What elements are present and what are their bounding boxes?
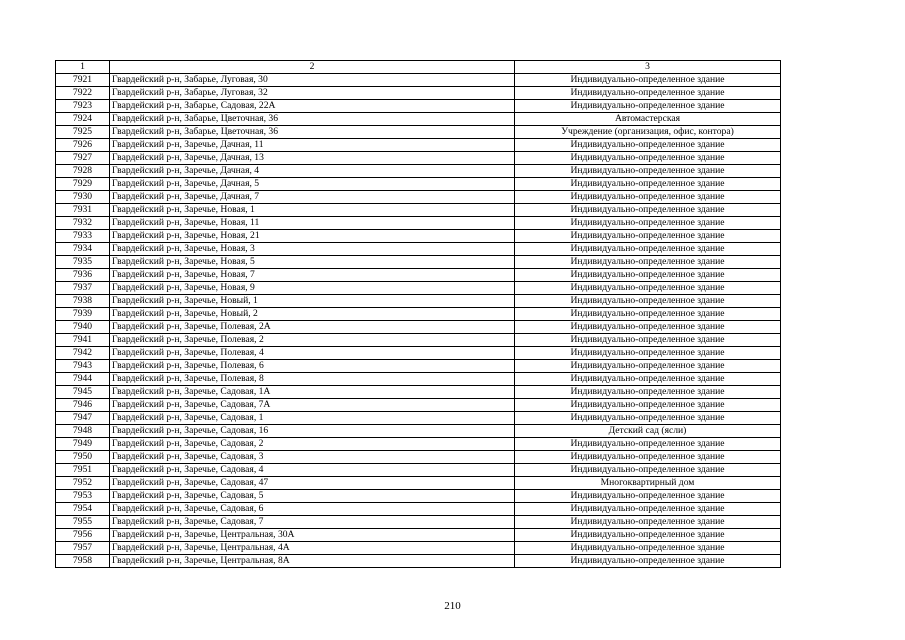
object-type-cell: Индивидуально-определенное здание [515,373,781,386]
table-body [56,74,781,568]
address-cell: Гвардейский р-н, Заречье, Садовая, 2 [110,438,515,451]
object-type-cell: Индивидуально-определенное здание [515,295,781,308]
row-number-cell: 7946 [56,399,110,412]
address-cell: Гвардейский р-н, Забарье, Цветочная, 36 [110,126,515,139]
address-cell: Гвардейский р-н, Заречье, Садовая, 1 [110,412,515,425]
table-row [56,464,781,477]
header-column-1: 1 [56,61,110,74]
row-number-cell: 7949 [56,438,110,451]
object-type-cell: Учреждение (организация, офис, контора) [515,126,781,139]
address-cell: Гвардейский р-н, Заречье, Полевая, 6 [110,360,515,373]
table-row [56,399,781,412]
table-row [56,347,781,360]
table-row [56,555,781,568]
object-type-cell: Индивидуально-определенное здание [515,334,781,347]
address-cell: Гвардейский р-н, Заречье, Садовая, 7 [110,516,515,529]
address-cell: Гвардейский р-н, Заречье, Дачная, 5 [110,178,515,191]
table-row [56,490,781,503]
object-type-cell: Индивидуально-определенное здание [515,438,781,451]
row-number-cell: 7921 [56,74,110,87]
address-cell: Гвардейский р-н, Заречье, Новая, 5 [110,256,515,269]
row-number-cell: 7932 [56,217,110,230]
address-cell: Гвардейский р-н, Заречье, Новая, 11 [110,217,515,230]
address-cell: Гвардейский р-н, Заречье, Садовая, 16 [110,425,515,438]
row-number-cell: 7941 [56,334,110,347]
table-row [56,152,781,165]
table-row [56,425,781,438]
table-row [56,165,781,178]
address-cell: Гвардейский р-н, Заречье, Дачная, 13 [110,152,515,165]
address-cell: Гвардейский р-н, Заречье, Новый, 2 [110,308,515,321]
table-row [56,126,781,139]
page-number: 210 [444,600,461,612]
object-type-cell: Индивидуально-определенное здание [515,542,781,555]
table-row [56,269,781,282]
row-number-cell: 7937 [56,282,110,295]
row-number-cell: 7957 [56,542,110,555]
address-cell: Гвардейский р-н, Заречье, Новая, 21 [110,230,515,243]
table-header [56,61,781,74]
row-number-cell: 7935 [56,256,110,269]
table-row [56,295,781,308]
table-row [56,334,781,347]
address-cell: Гвардейский р-н, Заречье, Полевая, 4 [110,347,515,360]
table-row [56,74,781,87]
object-type-cell: Индивидуально-определенное здание [515,360,781,373]
address-cell: Гвардейский р-н, Заречье, Центральная, 30А [110,529,515,542]
row-number-cell: 7927 [56,152,110,165]
object-type-cell: Индивидуально-определенное здание [515,87,781,100]
address-cell: Гвардейский р-н, Заречье, Полевая, 2 [110,334,515,347]
object-type-cell: Индивидуально-определенное здание [515,217,781,230]
object-type-cell: Индивидуально-определенное здание [515,347,781,360]
table-row [56,477,781,490]
object-type-cell: Индивидуально-определенное здание [515,178,781,191]
object-type-cell: Автомастерская [515,113,781,126]
row-number-cell: 7938 [56,295,110,308]
table-row [56,230,781,243]
row-number-cell: 7942 [56,347,110,360]
row-number-cell: 7952 [56,477,110,490]
object-type-cell: Индивидуально-определенное здание [515,152,781,165]
address-cell: Гвардейский р-н, Забарье, Цветочная, 36 [110,113,515,126]
row-number-cell: 7922 [56,87,110,100]
table-row [56,542,781,555]
object-type-cell: Детский сад (ясли) [515,425,781,438]
object-type-cell: Индивидуально-определенное здание [515,555,781,568]
table-row [56,386,781,399]
row-number-cell: 7947 [56,412,110,425]
row-number-cell: 7944 [56,373,110,386]
address-cell: Гвардейский р-н, Забарье, Садовая, 22А [110,100,515,113]
address-cell: Гвардейский р-н, Заречье, Полевая, 8 [110,373,515,386]
row-number-cell: 7925 [56,126,110,139]
row-number-cell: 7926 [56,139,110,152]
address-cell: Гвардейский р-н, Заречье, Садовая, 47 [110,477,515,490]
table-row [56,529,781,542]
object-type-cell: Индивидуально-определенное здание [515,321,781,334]
object-type-cell: Индивидуально-определенное здание [515,464,781,477]
table-row [56,243,781,256]
address-cell: Гвардейский р-н, Заречье, Садовая, 3 [110,451,515,464]
address-cell: Гвардейский р-н, Заречье, Садовая, 6 [110,503,515,516]
table-row [56,100,781,113]
table-row [56,217,781,230]
header-column-2: 2 [110,61,515,74]
address-cell: Гвардейский р-н, Заречье, Новая, 9 [110,282,515,295]
object-type-cell: Индивидуально-определенное здание [515,243,781,256]
address-cell: Гвардейский р-н, Заречье, Дачная, 7 [110,191,515,204]
object-type-cell: Индивидуально-определенное здание [515,191,781,204]
address-cell: Гвардейский р-н, Заречье, Дачная, 11 [110,139,515,152]
table-row [56,516,781,529]
object-type-cell: Индивидуально-определенное здание [515,386,781,399]
row-number-cell: 7953 [56,490,110,503]
address-cell: Гвардейский р-н, Забарье, Луговая, 30 [110,74,515,87]
table-row [56,438,781,451]
row-number-cell: 7940 [56,321,110,334]
table-row [56,360,781,373]
row-number-cell: 7954 [56,503,110,516]
table-row [56,113,781,126]
row-number-cell: 7930 [56,191,110,204]
row-number-cell: 7936 [56,269,110,282]
address-cell: Гвардейский р-н, Заречье, Садовая, 4 [110,464,515,477]
object-type-cell: Индивидуально-определенное здание [515,256,781,269]
table-row [56,282,781,295]
address-cell: Гвардейский р-н, Заречье, Центральная, 4А [110,542,515,555]
table-row [56,191,781,204]
object-type-cell: Индивидуально-определенное здание [515,269,781,282]
row-number-cell: 7945 [56,386,110,399]
row-number-cell: 7934 [56,243,110,256]
address-cell: Гвардейский р-н, Заречье, Новый, 1 [110,295,515,308]
row-number-cell: 7923 [56,100,110,113]
object-type-cell: Индивидуально-определенное здание [515,204,781,217]
object-type-cell: Индивидуально-определенное здание [515,490,781,503]
address-cell: Гвардейский р-н, Заречье, Дачная, 4 [110,165,515,178]
table-row [56,451,781,464]
address-cell: Гвардейский р-н, Заречье, Новая, 3 [110,243,515,256]
address-cell: Гвардейский р-н, Заречье, Садовая, 5 [110,490,515,503]
object-type-cell: Индивидуально-определенное здание [515,451,781,464]
row-number-cell: 7928 [56,165,110,178]
object-type-cell: Индивидуально-определенное здание [515,74,781,87]
address-cell: Гвардейский р-н, Заречье, Садовая, 7А [110,399,515,412]
address-cell: Гвардейский р-н, Заречье, Центральная, 8А [110,555,515,568]
object-type-cell: Индивидуально-определенное здание [515,308,781,321]
table-row [56,321,781,334]
address-cell: Гвардейский р-н, Заречье, Новая, 7 [110,269,515,282]
table-row [56,503,781,516]
object-type-cell: Индивидуально-определенное здание [515,230,781,243]
row-number-cell: 7943 [56,360,110,373]
row-number-cell: 7933 [56,230,110,243]
object-type-cell: Индивидуально-определенное здание [515,100,781,113]
row-number-cell: 7929 [56,178,110,191]
row-number-cell: 7951 [56,464,110,477]
table-row [56,139,781,152]
header-row [56,61,781,74]
row-number-cell: 7958 [56,555,110,568]
object-type-cell: Многоквартирный дом [515,477,781,490]
table-row [56,204,781,217]
address-cell: Гвардейский р-н, Заречье, Полевая, 2А [110,321,515,334]
row-number-cell: 7950 [56,451,110,464]
row-number-cell: 7924 [56,113,110,126]
table-row [56,412,781,425]
object-type-cell: Индивидуально-определенное здание [515,282,781,295]
table-row [56,308,781,321]
object-type-cell: Индивидуально-определенное здание [515,503,781,516]
row-number-cell: 7939 [56,308,110,321]
object-type-cell: Индивидуально-определенное здание [515,165,781,178]
row-number-cell: 7931 [56,204,110,217]
table-row [56,373,781,386]
object-type-cell: Индивидуально-определенное здание [515,399,781,412]
registry-table [55,60,781,568]
address-cell: Гвардейский р-н, Заречье, Новая, 1 [110,204,515,217]
row-number-cell: 7956 [56,529,110,542]
object-type-cell: Индивидуально-определенное здание [515,412,781,425]
header-column-3: 3 [515,61,781,74]
row-number-cell: 7948 [56,425,110,438]
row-number-cell: 7955 [56,516,110,529]
table-row [56,256,781,269]
object-type-cell: Индивидуально-определенное здание [515,139,781,152]
object-type-cell: Индивидуально-определенное здание [515,516,781,529]
table-row [56,178,781,191]
table-row [56,87,781,100]
address-cell: Гвардейский р-н, Забарье, Луговая, 32 [110,87,515,100]
address-cell: Гвардейский р-н, Заречье, Садовая, 1А [110,386,515,399]
object-type-cell: Индивидуально-определенное здание [515,529,781,542]
